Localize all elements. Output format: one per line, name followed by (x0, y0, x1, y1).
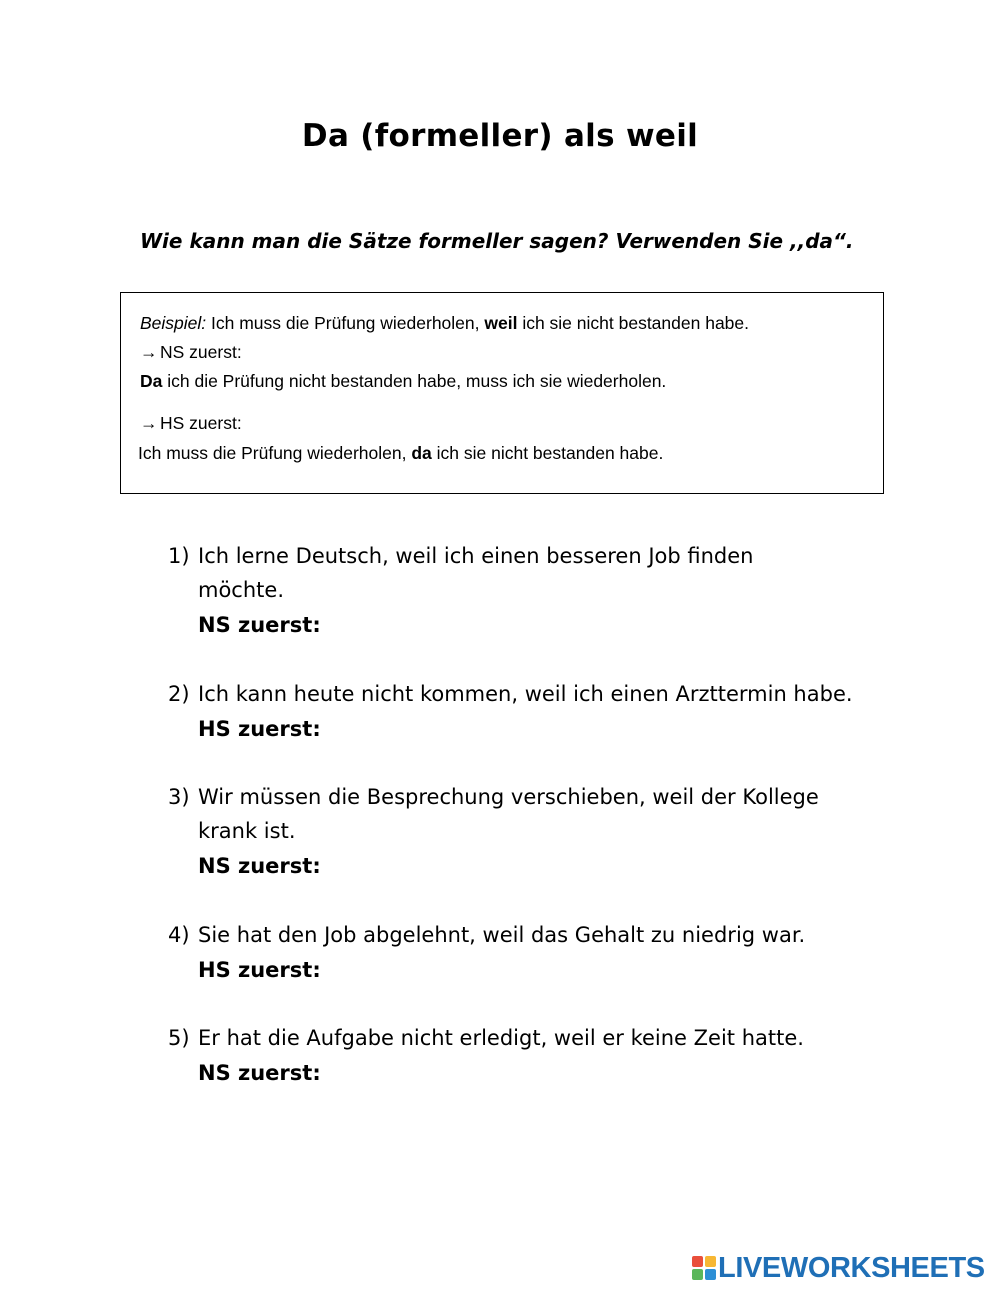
task-text: Sie hat den Job abgelehnt, weil das Gehalt zu niedrig war. (198, 923, 806, 947)
answer-label-ns[interactable]: NS zuerst: (198, 613, 321, 637)
example-sentence-part: Ich muss die Prüfung wiederholen, (138, 443, 412, 463)
example-ns-sentence (140, 371, 666, 392)
arrow-right-icon: → (140, 342, 158, 362)
arrow-right-icon: → (140, 413, 158, 433)
example-ns-label: NS zuerst: (160, 342, 242, 362)
task-number: 4) (168, 923, 190, 947)
answer-label-ns[interactable]: NS zuerst: (198, 854, 321, 878)
answer-label-ns[interactable]: NS zuerst: (198, 1061, 321, 1085)
example-label: Beispiel: (140, 313, 207, 333)
liveworksheets-brand[interactable] (692, 1253, 985, 1283)
example-keyword-weil: weil (484, 313, 518, 333)
example-sentence-part: ich sie nicht bestanden habe. (431, 443, 664, 463)
task-text: Wir müssen die Besprechung verschieben, weil der Kollege (198, 785, 819, 809)
task-number: 5) (168, 1026, 190, 1050)
example-sentence (140, 313, 749, 334)
task-text: krank ist. (198, 819, 296, 843)
example-hs-sentence (138, 443, 663, 464)
brand-text: LIVEWORKSHEETS (718, 1251, 985, 1284)
example-keyword-da: da (411, 443, 432, 463)
instruction: Wie kann man die Sätze formeller sagen? Verwenden Sie ,,da“. (140, 229, 854, 253)
task-text: Ich kann heute nicht kommen, weil ich einen Arzttermin habe. (198, 682, 853, 706)
page-title: Da (formeller) als weil (301, 118, 699, 154)
example-hs-heading (140, 413, 242, 434)
task-text: Er hat die Aufgabe nicht erledigt, weil er keine Zeit hatte. (198, 1026, 804, 1050)
task-number: 2) (168, 682, 190, 706)
answer-label-hs[interactable]: HS zuerst: (198, 958, 321, 982)
example-ns-heading (140, 342, 242, 363)
example-hs-label: HS zuerst: (160, 413, 242, 433)
task-number: 3) (168, 785, 190, 809)
task-number: 1) (168, 544, 190, 568)
example-sentence-part: Ich muss die Prüfung wiederholen, (206, 313, 485, 333)
example-box (120, 292, 884, 494)
example-keyword-da: Da (140, 371, 163, 391)
task-text: Ich lerne Deutsch, weil ich einen besseren Job finden (198, 544, 754, 568)
example-sentence-part: ich sie nicht bestanden habe. (517, 313, 750, 333)
task-text: möchte. (198, 578, 284, 602)
example-sentence-part: ich die Prüfung nicht bestanden habe, muss ich sie wiederholen. (162, 371, 667, 391)
liveworksheets-logo-icon (692, 1256, 716, 1280)
answer-label-hs[interactable]: HS zuerst: (198, 717, 321, 741)
